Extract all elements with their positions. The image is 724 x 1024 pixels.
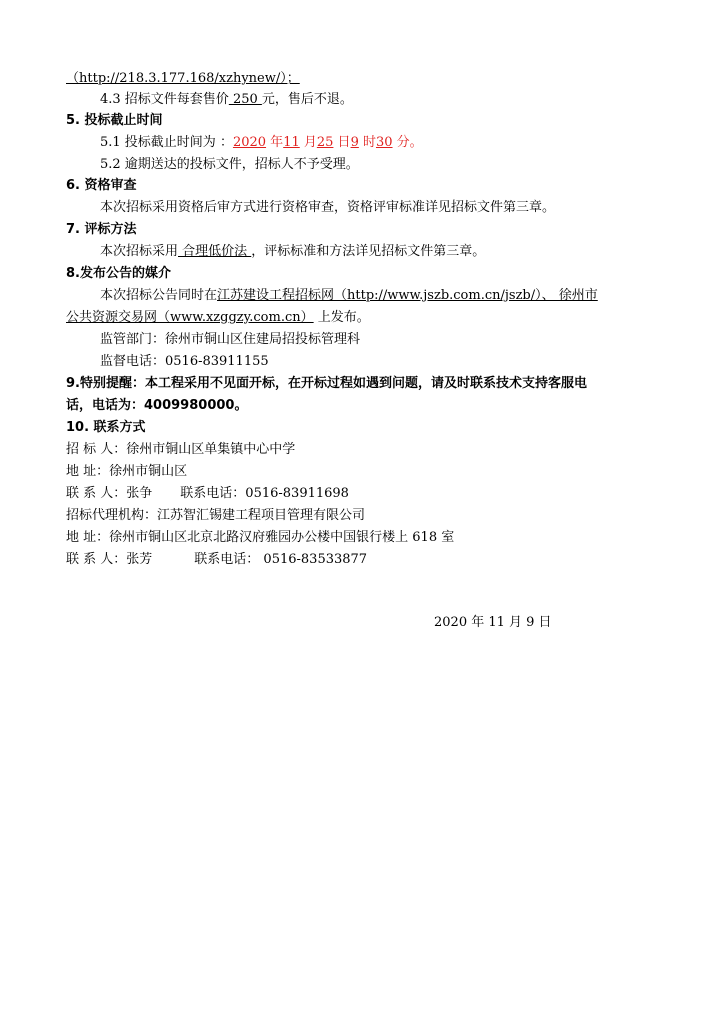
deadline-minute: 30 <box>375 135 393 150</box>
section-6-text: 本次招标采用资格后审方式进行资格审查，资格评审标准详见招标文件第三章。 <box>100 200 556 215</box>
media-link-xzggzy[interactable]: 公共资源交易网（www.xzggzy.com.cn） <box>66 310 314 325</box>
late-submission-line: 5.2 逾期送达的投标文件，招标人不予受理。 <box>100 157 359 172</box>
tel-1-label: 联系电话： <box>180 486 246 501</box>
contact-1-label: 联 系 人： <box>66 486 127 501</box>
deadline-hour: 9 <box>350 135 359 150</box>
contact-2-label: 联 系 人： <box>66 552 127 567</box>
tenderee-label: 招 标 人： <box>66 442 127 457</box>
deadline-year-unit: 年 <box>266 135 284 150</box>
section-7-heading: 7. 评标方法 <box>66 222 137 237</box>
deadline-day: 25 <box>316 135 334 150</box>
tel-2-label: 联系电话： <box>194 552 260 567</box>
media-suffix: 上发布。 <box>313 310 370 325</box>
deadline-day-unit: 日 <box>333 135 351 150</box>
method-value: 合理低价法 <box>178 244 252 259</box>
section-7-text <box>100 242 485 262</box>
price-value: 250 <box>228 92 262 107</box>
media-label: 本次招标公告同时在 <box>100 288 218 303</box>
media-link-jszb[interactable]: 江苏建设工程招标网（http://www.jszb.com.cn/jszb/）、 徐州市 <box>217 288 598 303</box>
section-9-line-1: 9.特别提醒：本工程采用不见面开标，在开标过程如遇到问题，请及时联系技术支持客服电 <box>66 376 587 391</box>
agency-value: 江苏智汇锡建工程项目管理有限公司 <box>157 508 366 523</box>
section-9-line-2: 话，电话为：4009980000。 <box>66 398 248 413</box>
contact-2-line <box>66 550 367 570</box>
price-suffix: 元，售后不退。 <box>261 92 353 107</box>
supervisor-line: 监管部门：徐州市铜山区住建局招投标管理科 <box>100 332 361 347</box>
deadline-month-unit: 月 <box>299 135 317 150</box>
url-line <box>66 69 300 89</box>
tel-2-value: 0516-83533877 <box>259 552 368 567</box>
address-2-value: 徐州市铜山区北京北路汉府雅园办公楼中国银行楼上 618 室 <box>109 530 455 545</box>
deadline-minute-unit: 分。 <box>392 135 423 150</box>
tenderee-line <box>66 440 295 460</box>
media-line-1 <box>100 286 598 306</box>
document-date: 2020 年 11 月 9 日 <box>434 615 552 630</box>
deadline-label: 5.1 投标截止时间为 ： <box>100 135 233 150</box>
section-10-heading: 10. 联系方式 <box>66 420 146 435</box>
address-2-label: 地 址： <box>66 530 110 545</box>
section-5-heading: 5. 投标截止时间 <box>66 113 163 128</box>
contact-1-line <box>66 484 349 504</box>
contact-2-value: 张芳 <box>126 552 153 567</box>
price-line <box>100 90 353 110</box>
section-6-heading: 6. 资格审查 <box>66 178 137 193</box>
method-label: 本次招标采用 <box>100 244 179 259</box>
tel-1-value: 0516-83911698 <box>245 486 349 501</box>
deadline-line <box>100 133 423 153</box>
section-8-heading: 8.发布公告的媒介 <box>66 266 171 281</box>
deadline-year: 2020 <box>232 135 267 150</box>
agency-label: 招标代理机构： <box>66 508 158 523</box>
deadline-hour-unit: 时 <box>358 135 376 150</box>
url-text: （http://218.3.177.168/xzhynew/）； <box>66 71 300 86</box>
contact-1-value: 张争 <box>126 486 153 501</box>
media-line-2 <box>66 308 370 328</box>
method-suffix: ，评标标准和方法详见招标文件第三章。 <box>251 244 486 259</box>
address-1-value: 徐州市铜山区 <box>109 464 188 479</box>
agency-line <box>66 506 365 526</box>
deadline-month: 11 <box>283 135 300 150</box>
address-1-line <box>66 462 187 482</box>
price-label: 4.3 招标文件每套售价 <box>100 92 229 107</box>
supervisor-phone-line: 监督电话：0516-83911155 <box>100 354 269 369</box>
tenderee-value: 徐州市铜山区单集镇中心中学 <box>126 442 296 457</box>
address-1-label: 地 址： <box>66 464 110 479</box>
address-2-line <box>66 528 454 548</box>
